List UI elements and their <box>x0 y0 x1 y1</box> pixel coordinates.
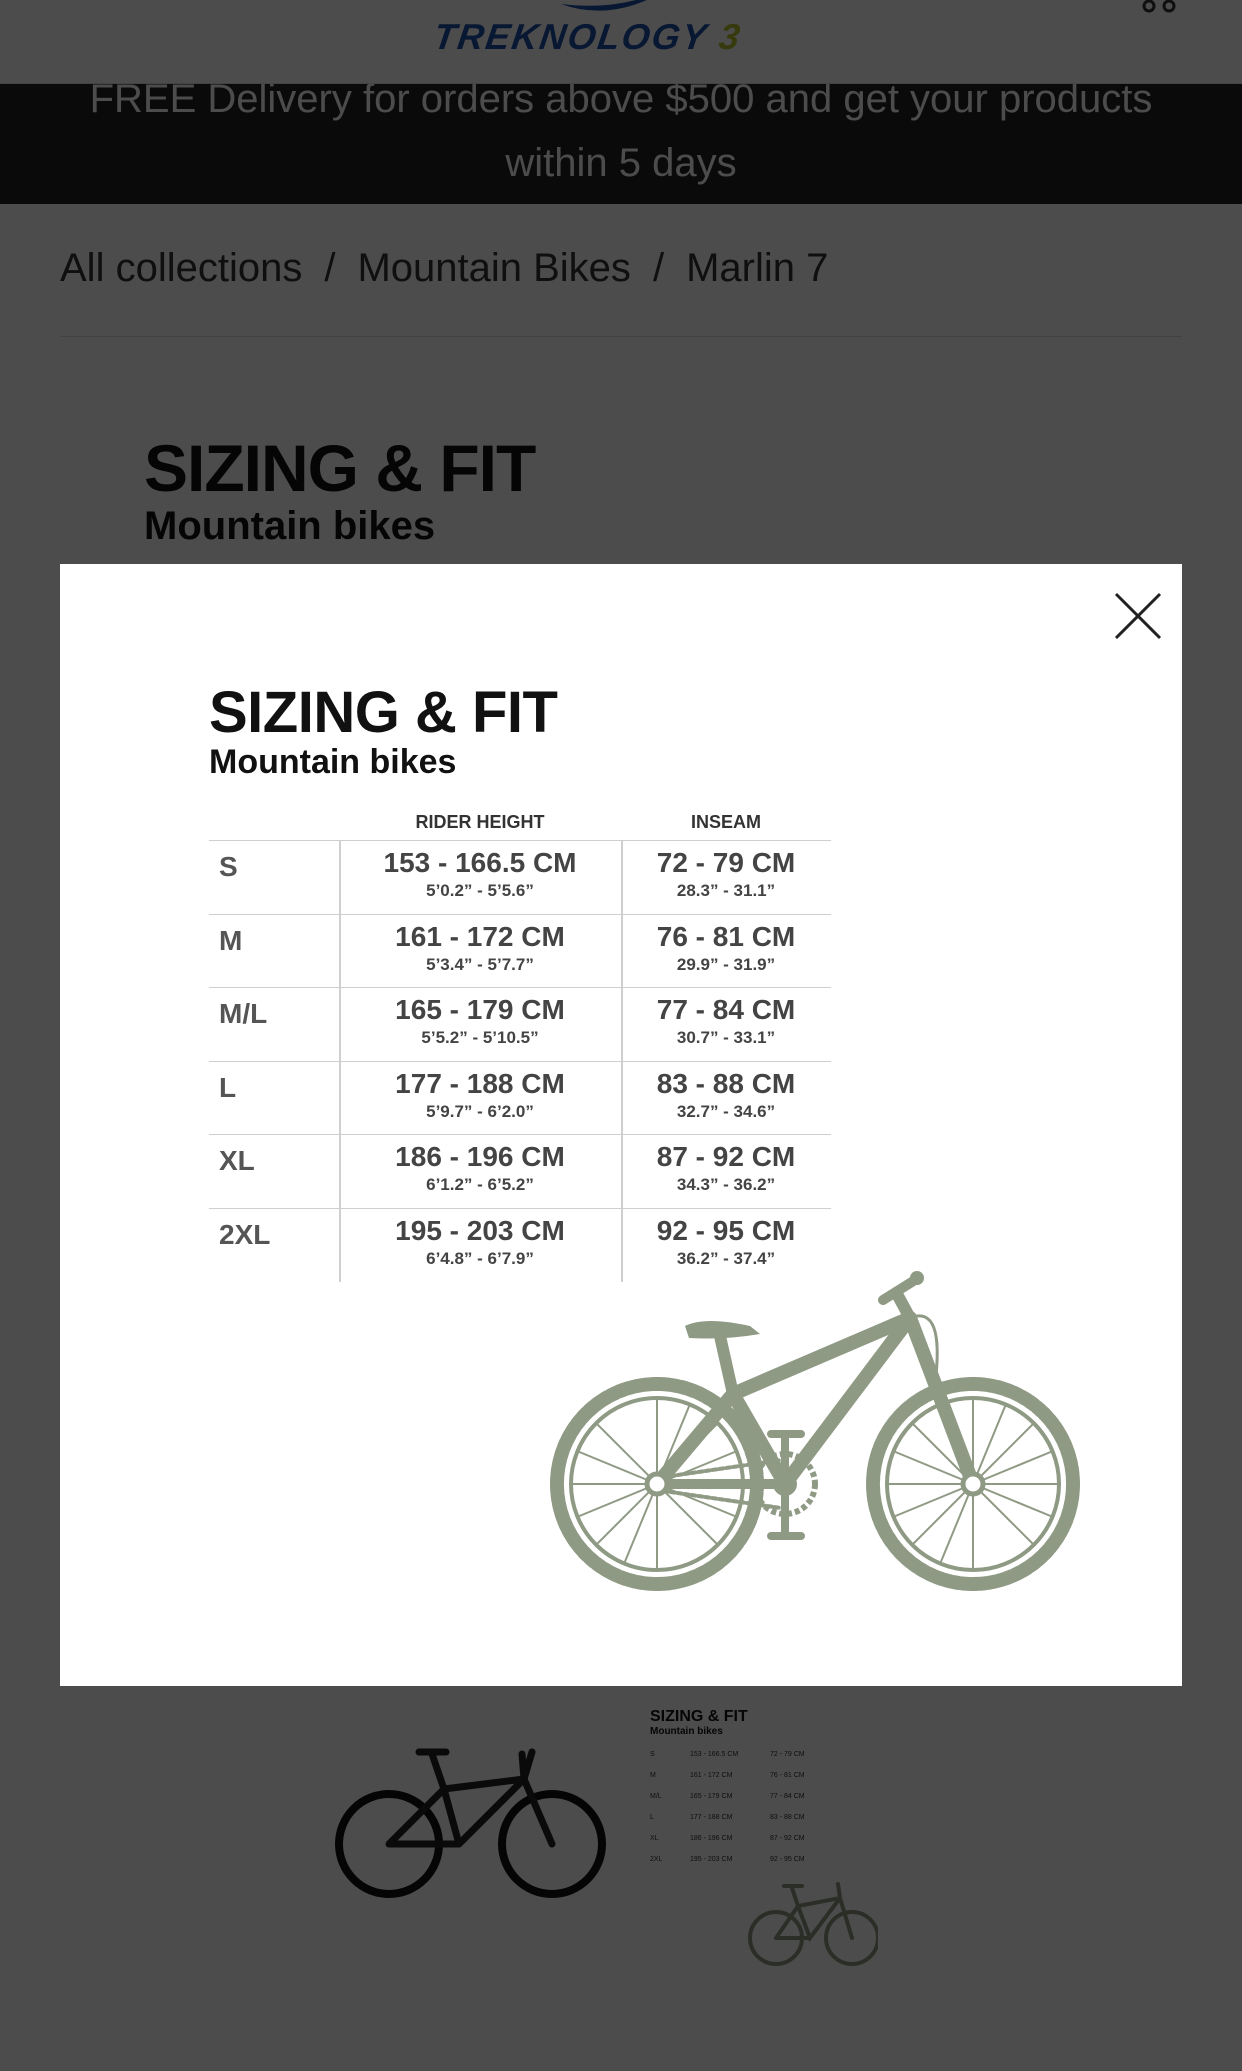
table-header <box>209 804 831 840</box>
table-row <box>209 987 831 1061</box>
sizing-chart-subtitle: Mountain bikes <box>209 743 457 781</box>
rider-height-cm: 186 - 196 CM <box>395 1141 565 1173</box>
rider-height-cm: 153 - 166.5 CM <box>383 847 577 878</box>
close-icon[interactable] <box>1112 590 1164 642</box>
size-label: L <box>219 1071 237 1103</box>
sizing-table <box>209 804 831 1282</box>
inseam-cm: 77 - 84 CM <box>656 994 796 1026</box>
table-row <box>209 1134 831 1208</box>
inseam-in: 29.9” - 31.9” <box>676 954 776 974</box>
column-header-rider-height: RIDER HEIGHT <box>415 812 545 832</box>
rider-height-cm: 161 - 172 CM <box>395 920 565 952</box>
table-row <box>209 914 831 988</box>
sizing-chart-heading <box>209 682 1009 780</box>
inseam-in: 30.7” - 33.1” <box>676 1028 776 1048</box>
sizing-chart-title: SIZING & FIT <box>209 680 558 745</box>
size-label: M/L <box>219 998 268 1030</box>
inseam-in: 32.7” - 34.6” <box>676 1101 776 1121</box>
size-label: M <box>219 924 243 956</box>
table-row <box>209 840 831 914</box>
rider-height-in: 6’1.2” - 6’5.2” <box>426 1175 534 1195</box>
inseam-in: 36.2” - 37.4” <box>676 1248 776 1268</box>
rider-height-cm: 165 - 179 CM <box>395 994 565 1026</box>
inseam-in: 34.3” - 36.2” <box>676 1175 776 1195</box>
rider-height-in: 5’3.4” - 5’7.7” <box>426 954 534 974</box>
size-label: 2XL <box>219 1218 271 1250</box>
table-row <box>209 1061 831 1135</box>
rider-height-in: 5’5.2” - 5’10.5” <box>421 1028 539 1048</box>
inseam-cm: 87 - 92 CM <box>656 1141 796 1173</box>
rider-height-in: 5’9.7” - 6’2.0” <box>426 1101 534 1121</box>
rider-height-cm: 177 - 188 CM <box>395 1067 565 1099</box>
inseam-cm: 72 - 79 CM <box>656 847 796 878</box>
mountain-bike-illustration <box>545 1264 1145 1604</box>
inseam-cm: 76 - 81 CM <box>656 920 796 952</box>
rider-height-in: 5’0.2” - 5’5.6” <box>426 881 534 900</box>
size-label: XL <box>219 1145 255 1177</box>
rider-height-in: 6’4.8” - 6’7.9” <box>426 1248 534 1268</box>
inseam-in: 28.3” - 31.1” <box>676 881 776 900</box>
column-header-inseam: INSEAM <box>690 812 761 832</box>
image-lightbox-modal <box>60 564 1182 1686</box>
inseam-cm: 92 - 95 CM <box>656 1214 796 1246</box>
size-label: S <box>219 851 238 882</box>
rider-height-cm: 195 - 203 CM <box>395 1214 565 1246</box>
inseam-cm: 83 - 88 CM <box>656 1067 796 1099</box>
